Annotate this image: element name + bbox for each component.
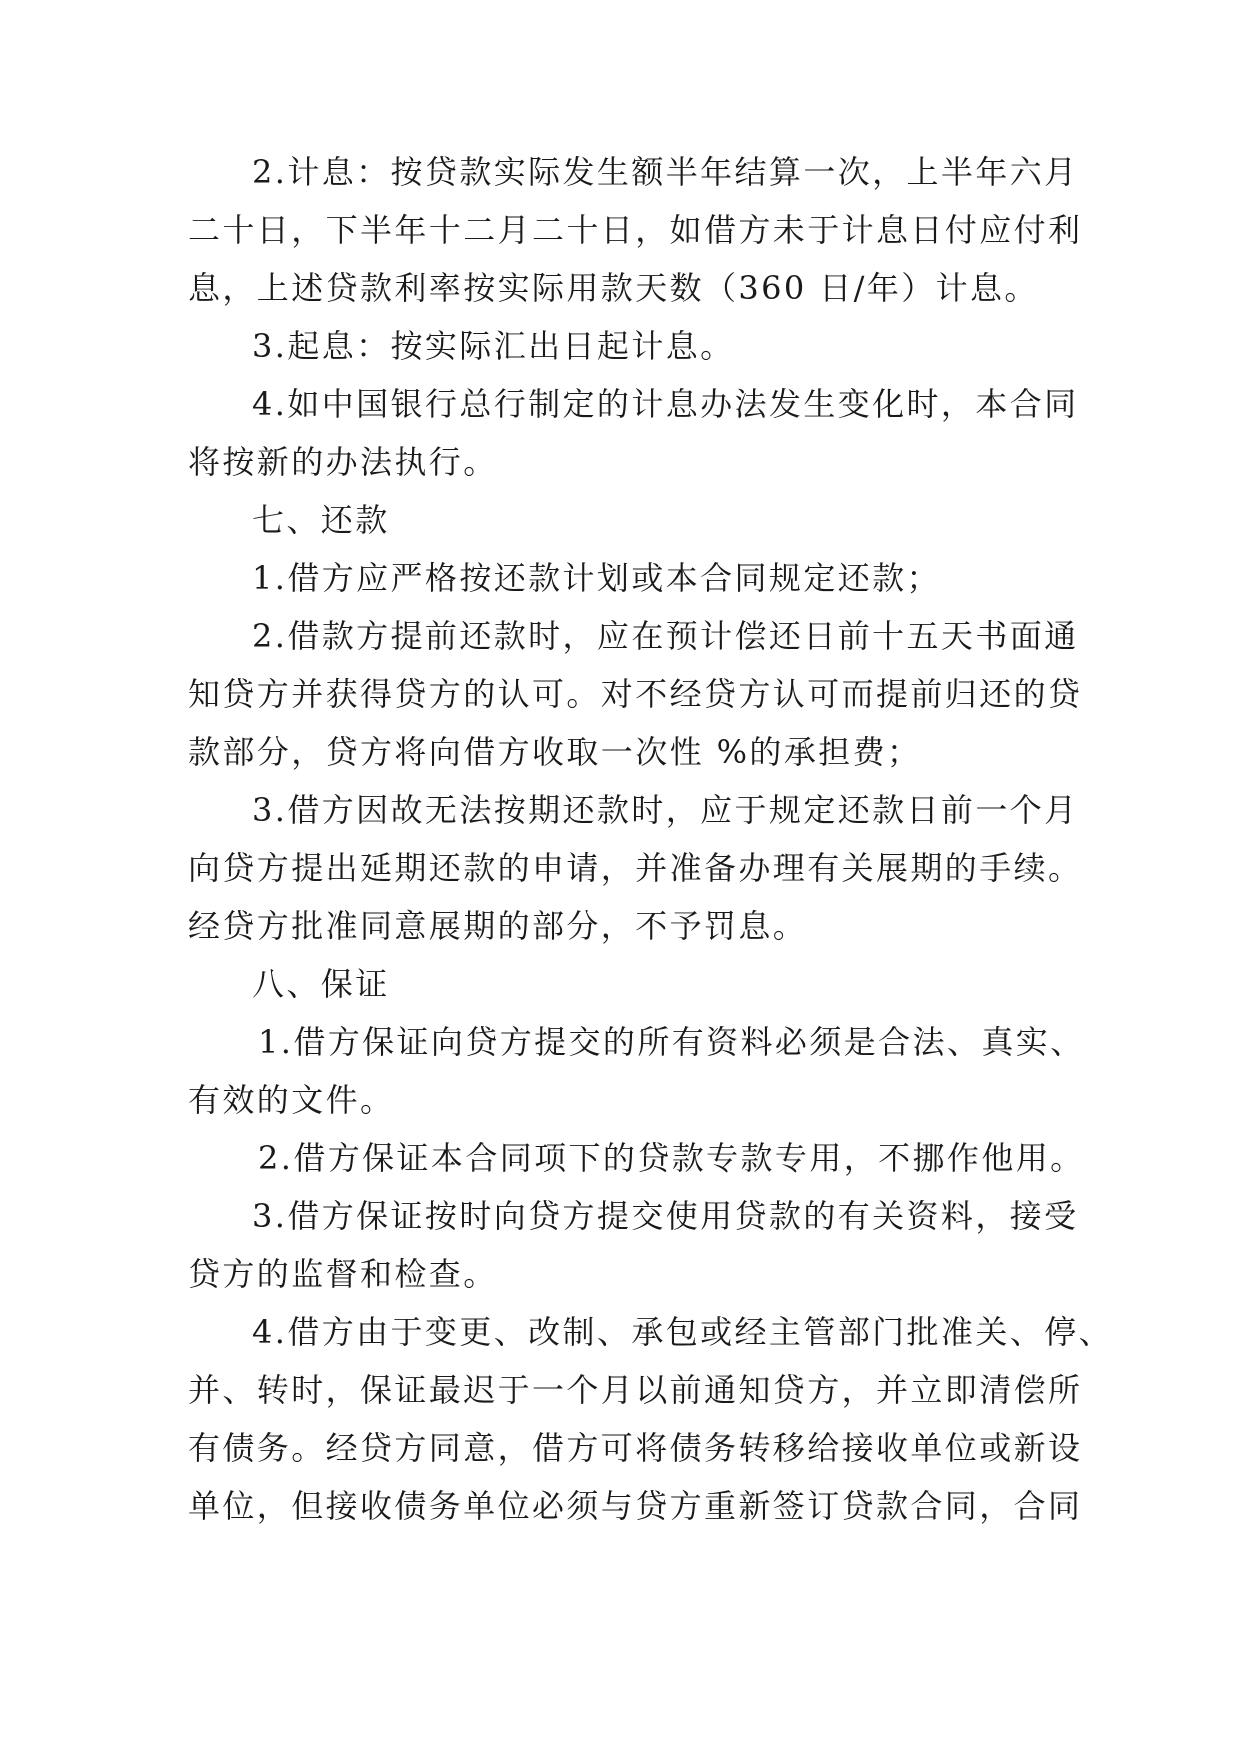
section-heading: 八、保证 — [252, 965, 390, 1003]
text-line: 向贷方提出延期还款的申请，并准备办理有关展期的手续。 — [188, 849, 1083, 887]
text-line: 并、转时，保证最迟于一个月以前通知贷方，并立即清偿所 — [188, 1371, 1083, 1409]
text-line: 4.借方由于变更、改制、承包或经主管部门批准关、停、 — [252, 1313, 1113, 1351]
text-line: 知贷方并获得贷方的认可。对不经贷方认可而提前归还的贷 — [188, 675, 1083, 713]
text-line: 二十日，下半年十二月二十日，如借方未于计息日付应付利 — [188, 211, 1083, 249]
text-line: 2.借方保证本合同项下的贷款专款专用，不挪作他用。 — [258, 1139, 1085, 1177]
text-line: 2.借款方提前还款时，应在预计偿还日前十五天书面通 — [252, 617, 1079, 655]
text-line: 1.借方保证向贷方提交的所有资料必须是合法、真实、 — [258, 1023, 1085, 1061]
text-line: 2.计息：按贷款实际发生额半年结算一次，上半年六月 — [252, 153, 1079, 191]
text-line: 经贷方批准同意展期的部分，不予罚息。 — [188, 907, 808, 945]
text-line: 4.如中国银行总行制定的计息办法发生变化时，本合同 — [252, 385, 1079, 423]
text-line: 息，上述贷款利率按实际用款天数（360 日/年）计息。 — [188, 269, 1039, 307]
text-line: 1.借方应严格按还款计划或本合同规定还款； — [252, 559, 941, 597]
text-line: 有债务。经贷方同意，借方可将债务转移给接收单位或新设 — [188, 1429, 1083, 1467]
text-line: 3.借方保证按时向贷方提交使用贷款的有关资料，接受 — [252, 1197, 1079, 1235]
text-line: 将按新的办法执行。 — [188, 443, 498, 481]
text-line: 有效的文件。 — [188, 1081, 395, 1119]
text-line: 款部分，贷方将向借方收取一次性 %的承担费； — [188, 733, 922, 771]
text-line: 3.借方因故无法按期还款时，应于规定还款日前一个月 — [252, 791, 1079, 829]
section-heading: 七、还款 — [252, 501, 390, 539]
text-line: 3.起息：按实际汇出日起计息。 — [252, 327, 735, 365]
text-line: 贷方的监督和检查。 — [188, 1255, 498, 1293]
text-line: 单位，但接收债务单位必须与贷方重新签订贷款合同，合同 — [188, 1487, 1083, 1525]
